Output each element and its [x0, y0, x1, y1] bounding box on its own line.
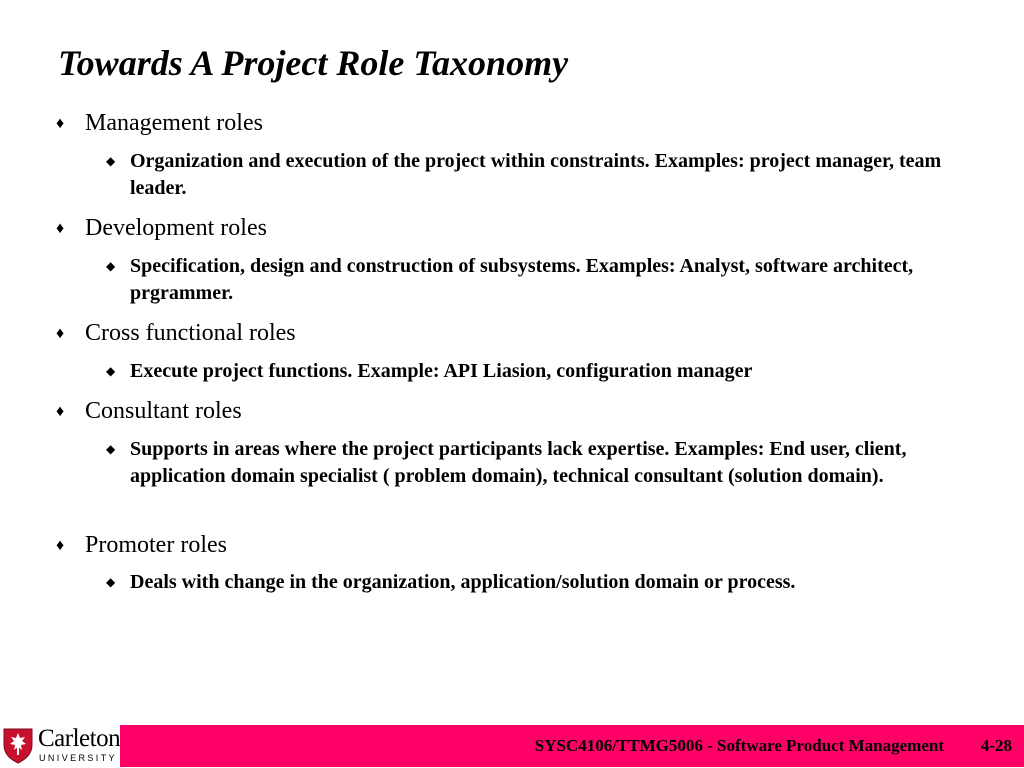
- bullet-promoter-roles: [56, 530, 227, 561]
- diamond-bullet-icon: ♦: [56, 403, 65, 420]
- footer-bar: [120, 725, 1024, 767]
- bullet-label: Development roles: [85, 215, 267, 241]
- sub-bullet-text: Organization and execution of the project within constraints. Examples: project manager, team leader.: [130, 150, 942, 199]
- sub-bullet-text: Supports in areas where the project participants lack expertise. Examples: End user, client, application domain specialist ( problem domain), technical consultant (solution domain).: [130, 438, 907, 487]
- diamond-sub-bullet-icon: ◆: [106, 259, 116, 273]
- diamond-bullet-icon: ♦: [56, 325, 65, 342]
- bullet-label: Cross functional roles: [85, 320, 296, 346]
- slide-title: Towards A Project Role Taxonomy: [58, 43, 569, 83]
- diamond-bullet-icon: ♦: [56, 537, 65, 554]
- slide-footer: [0, 724, 1024, 768]
- bullet-development-roles: [56, 213, 267, 244]
- sub-bullet-text: Specification, design and construction of subsystems. Examples: Analyst, software architect, prgrammer.: [130, 255, 914, 304]
- bullet-cross-functional-roles: [56, 318, 296, 349]
- carleton-logo: [0, 724, 120, 768]
- shield-icon: [3, 728, 33, 764]
- sub-bullet-development: [106, 253, 966, 307]
- sub-bullet-consultant: [106, 436, 966, 490]
- sub-bullet-text: Deals with change in the organization, application/solution domain or process.: [130, 571, 796, 593]
- course-title: SYSC4106/TTMG5006 - Software Product Management: [534, 736, 944, 755]
- bullet-label: Promoter roles: [85, 532, 227, 558]
- sub-bullet-text: Execute project functions. Example: API Liasion, configuration manager: [130, 360, 753, 382]
- diamond-sub-bullet-icon: ◆: [106, 364, 116, 378]
- diamond-sub-bullet-icon: ◆: [106, 154, 116, 168]
- bullet-management-roles: [56, 108, 263, 139]
- sub-bullet-management: [106, 148, 966, 202]
- diamond-bullet-icon: ♦: [56, 115, 65, 132]
- logo-subtext: UNIVERSITY: [39, 753, 118, 763]
- sub-bullet-promoter: [106, 569, 966, 596]
- bullet-consultant-roles: [56, 396, 242, 427]
- sub-bullet-cross-functional: [106, 358, 966, 385]
- diamond-bullet-icon: ♦: [56, 220, 65, 237]
- logo-wordmark: Carleton: [38, 725, 121, 752]
- diamond-sub-bullet-icon: ◆: [106, 442, 116, 456]
- bullet-label: Management roles: [85, 110, 263, 136]
- diamond-sub-bullet-icon: ◆: [106, 575, 116, 589]
- page-number: 4-28: [980, 736, 1012, 755]
- bullet-label: Consultant roles: [85, 398, 242, 424]
